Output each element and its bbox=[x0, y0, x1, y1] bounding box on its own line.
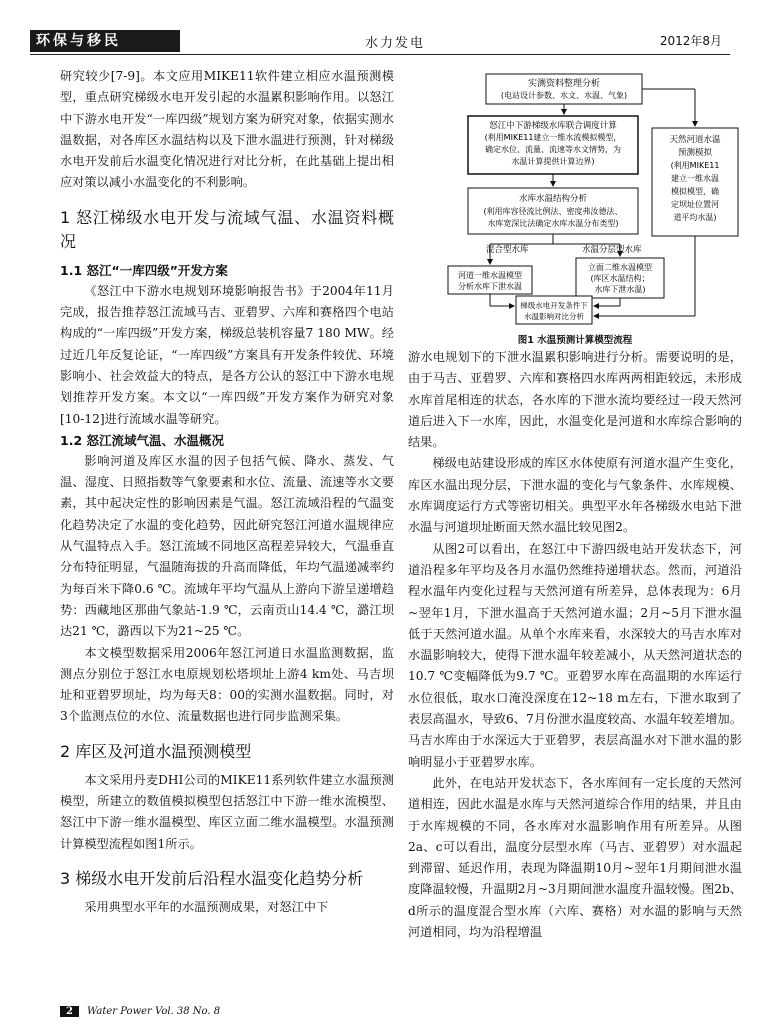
flow-text: 建立一维水温 bbox=[671, 174, 719, 183]
paragraph: 本文采用丹麦DHI公司的MIKE11系列软件建立水温预测模型，所建立的数值模拟模型包括怒江中下游一维水流模型、怒江中下游一维水温模型、库区立面二维水温模型。水温预测计算模型流程如图1所示。 bbox=[60, 772, 394, 851]
left-column bbox=[60, 66, 394, 918]
branch-label-stratified: 水温分层型水库 bbox=[582, 245, 642, 255]
flow-text: 定坝址位置河 bbox=[671, 200, 719, 209]
page-number: 2 bbox=[60, 1006, 79, 1017]
figure-caption: 图1 水温预测计算模型流程 bbox=[517, 335, 633, 346]
flow-text: (利用库容径流比例法、密度弗汝德法、 bbox=[483, 207, 623, 216]
flow-text: 水温影响对比分析 bbox=[524, 312, 584, 321]
flow-text: 预测模拟 bbox=[677, 148, 713, 158]
flow-text: 分析水库下泄水温 bbox=[458, 282, 522, 291]
paragraph: 《怒江中下游水电规划环境影响报告书》于2004年11月完成，报告推荐怒江流域马吉、亚碧罗、六库和赛格四个电站构成的“一库四级”开发方案，梯级总装机容量7 180 MW。经过近几年反复论证，“一库四级”方案具有开发条件较优、环境影响小、社会效益大的特点，是各方公认的怒江中下游水电规划推荐开发方案。本文以“一库四级”开发方案作为研究对象[10-12]进行流域水温等研究。 bbox=[60, 283, 394, 426]
journal-name: 水力发电 bbox=[365, 36, 426, 51]
branch-label-mixed: 混合型水库 bbox=[486, 245, 529, 255]
right-column bbox=[408, 347, 742, 943]
flow-text: 水温计算提供计算边界) bbox=[511, 157, 595, 166]
page-footer bbox=[60, 1006, 220, 1017]
paragraph: 研究较少[7-9]。本文应用MIKE11软件建立相应水温预测模型，重点研究梯级水电开发引起的水温累积影响作用。以怒江中下游水电开发“一库四级”规划方案为研究对象，依据实测水温数据，对各库区水温结构以及下泄水温进行预测，针对梯级水电开发前后水温变化情况进行对比分析，在此基础上提出相应对策以减小水温变化的不利影响。 bbox=[60, 69, 394, 190]
flow-text: 模拟模型，确 bbox=[671, 187, 719, 196]
issue-date: 2012年8月 bbox=[659, 34, 722, 48]
flow-text: (库区水温结构； bbox=[590, 274, 650, 283]
flow-text: 水库下泄水温) bbox=[594, 285, 646, 294]
flow-text: 确定水位、流量、流速等水文情势，为 bbox=[485, 145, 621, 154]
section-heading: 2 库区及河道水温预测模型 bbox=[60, 741, 252, 761]
flow-text: 梯级水电开发条件下 bbox=[520, 301, 588, 310]
page-header bbox=[30, 30, 730, 56]
subsection-heading: 1.1 怒江“一库四级”开发方案 bbox=[60, 262, 228, 278]
journal-footer: Water Power Vol. 38 No. 8 bbox=[86, 1006, 221, 1017]
section-heading: 1 怒江梯级水电开发与流域气温、水温资料概况 bbox=[60, 207, 394, 251]
section-heading: 3 梯级水电开发前后沿程水温变化趋势分析 bbox=[60, 868, 364, 888]
flow-text: 河道一维水温模型 bbox=[458, 271, 522, 280]
figure-1-flowchart bbox=[408, 70, 742, 346]
paragraph: 此外，在电站开发状态下，各水库间有一定长度的天然河道相连，因此水温是水库与天然河道综合作用的结果，并且由于水库规模的不同，各水库对水温影响作用有所差异。从图2a、c可以看出，温度分层型水库（马吉、亚碧罗）对水温起到滞留、延迟作用，表现为降温期10月~翌年1月期间泄水温度降温较慢，升温期2月~3月期间泄水温度升温较慢。图2b、d所示的温度混合型水库（六库、赛格）对水温的影响与天然河道相同，均为沿程增温 bbox=[408, 775, 742, 940]
paragraph: 梯级电站建设形成的库区水体使原有河道水温产生变化，库区水温出现分层，下泄水温的变化与气象条件、水库规模、水库调度运行方式等密切相关。典型平水年各梯级水电站下泄水温与河道坝址断面天然水温比较见图2。 bbox=[408, 456, 742, 535]
flow-text: 水库宽深比法确定水库水温分布类型) bbox=[487, 219, 619, 228]
flow-text: 道平均水温) bbox=[673, 213, 717, 222]
paragraph: 采用典型水平年的水温预测成果，对怒江中下 bbox=[84, 899, 329, 914]
section-label: 环保与移民 bbox=[30, 30, 180, 52]
flow-text: (利用MIKE11建立一维水流模拟模型， bbox=[484, 133, 622, 142]
paragraph: 游水电规划下的下泄水温累积影响进行分析。需要说明的是，由于马吉、亚碧罗、六库和赛格四水库两两相距较远，未形成水库首尾相连的状态，各水库的下泄水流均要经过一段天然河道后进入下一水库，因此，水温变化是河道和水库综合影响的结果。 bbox=[408, 350, 742, 450]
flow-text: (利用MIKE11 bbox=[670, 161, 720, 170]
header-rule bbox=[30, 54, 730, 55]
flow-text: (电站设计参数、水文、水温、气象) bbox=[500, 91, 628, 100]
paragraph: 从图2可以看出，在怒江中下游四级电站开发状态下，河道沿程多年平均及各月水温仍然维持递增状态。然而，河道沿程水温年内变化过程与天然河道有所差异，总体表现为：6月~翌年1月，下泄水温高于天然河道水温；2月~5月下泄水温低于天然河道水温。从单个水库来看，水深较大的马吉水库对水温影响较大，使得下泄水温年较差减小，从天然河道状态的10.7 ℃变幅降低为9.7 ℃。亚碧罗水库在高温期的水库运行水位很低，取水口淹没深度在12~18 m左右，下泄水取到了表层高温水，导致6、7月份泄水温度较高、水温年较差增加。马吉水库由于水深远大于亚碧罗，表层高温水对下泄水温的影响明显小于亚碧罗水库。 bbox=[408, 541, 742, 769]
flow-text: 立面二维水温模型 bbox=[588, 263, 652, 272]
flow-text: 怒江中下游梯级水库联合调度计算 bbox=[489, 121, 617, 131]
subsection-heading: 1.2 怒江流域气温、水温概况 bbox=[60, 432, 224, 448]
flow-text: 水库水温结构分析 bbox=[518, 194, 588, 204]
paragraph: 本文模型数据采用2006年怒江河道日水温监测数据，监测点分别位于怒江水电原规划松塔坝址上游4 km处、马吉坝址和亚碧罗坝址，均为每天8：00的实测水温数据。同时，对3个监测点位的水位、流量数据也进行同步监测采集。 bbox=[60, 645, 394, 724]
paragraph: 影响河道及库区水温的因子包括气候、降水、蒸发、气温、湿度、日照指数等气象要素和水位、流量、流速等水文要素，其中起决定性的影响因素是气温。怒江流域沿程的气温变化趋势决定了水温的变化趋势，因此研究怒江河道水温规律应从气温特点入手。怒江流域不同地区高程差异较大，气温垂直分布特征明显，气温随海拔的升高而降低，年均气温递减率约为每百米下降0.6 ℃。流域年平均气温从上游向下游呈递增趋势：西藏地区那曲气象站-1.9 ℃，云南贡山14.4 ℃，潞江坝达21 ℃，潞西以下为21~25 ℃。 bbox=[60, 453, 394, 639]
flowchart-diagram bbox=[408, 70, 742, 328]
flow-text: 天然河道水温 bbox=[669, 135, 721, 145]
flow-text: 实测资料整理分析 bbox=[527, 79, 601, 89]
